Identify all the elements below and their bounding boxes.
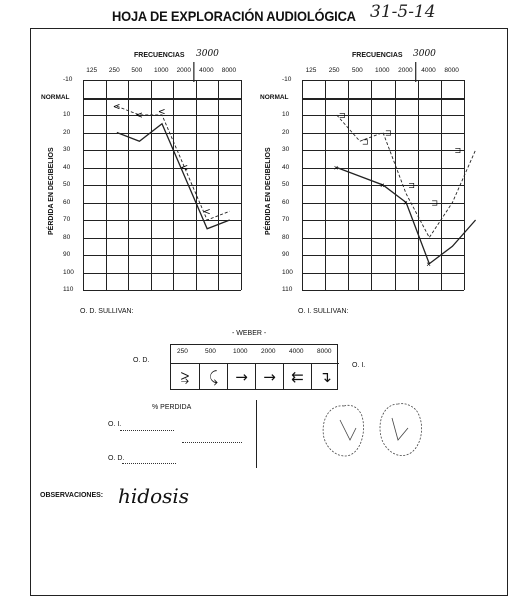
left-db-label: 50 bbox=[63, 181, 71, 188]
right-bone-marker: ⊐ bbox=[385, 128, 392, 138]
percent-loss-oi-label: O. I. bbox=[108, 421, 122, 428]
left-db-label: 60 bbox=[63, 198, 71, 206]
right-db-label: 80 bbox=[282, 233, 290, 241]
weber-cell[interactable]: ⤹ bbox=[199, 363, 227, 390]
right-y-axis-label: PÉRDIDA EN DECIBELIOS bbox=[265, 147, 272, 235]
left-db-label: NORMAL bbox=[41, 93, 70, 101]
weber-cell[interactable]: → bbox=[227, 363, 255, 390]
left-freq-label: 1000 bbox=[154, 67, 169, 74]
weber-title-text: WEBER bbox=[236, 330, 262, 337]
weber-freq-label: 8000 bbox=[317, 348, 332, 355]
left-db-label: 40 bbox=[63, 163, 71, 171]
left-db-label: -10 bbox=[63, 76, 73, 83]
right-ear-sketch bbox=[380, 404, 422, 456]
frequencies-title-left: FRECUENCIAS bbox=[134, 52, 185, 59]
right-air-marker: × bbox=[403, 198, 408, 208]
right-bone-marker: ⊐ bbox=[338, 111, 346, 120]
right-sullivan-label: O. I. SULLIVAN: bbox=[298, 308, 349, 315]
right-freq-label: 250 bbox=[328, 67, 340, 74]
left-db-label: 10 bbox=[63, 111, 71, 118]
left-bone-marker: < bbox=[158, 107, 166, 118]
weber-freq-label: 4000 bbox=[289, 348, 304, 355]
right-db-label: 50 bbox=[282, 181, 290, 188]
handwritten-date: 31-5-14 bbox=[370, 2, 436, 22]
right-db-label: 110 bbox=[282, 286, 293, 293]
right-db-label: 100 bbox=[282, 268, 293, 276]
weber-freq-label: 1000 bbox=[233, 348, 248, 355]
left-bone-marker: < bbox=[180, 163, 189, 174]
right-db-label: NORMAL bbox=[260, 93, 289, 101]
weber-cell[interactable]: ↴ bbox=[311, 363, 339, 390]
right-db-label: 40 bbox=[282, 163, 290, 171]
left-db-label: 80 bbox=[63, 233, 71, 241]
right-db-label: 70 bbox=[282, 216, 290, 223]
left-freq-label: 500 bbox=[131, 67, 143, 74]
right-air-marker: × bbox=[380, 181, 385, 190]
right-db-label: 10 bbox=[282, 111, 290, 118]
right-db-label: 30 bbox=[282, 146, 290, 153]
left-db-label: 20 bbox=[63, 128, 71, 136]
left-db-label: 110 bbox=[63, 286, 74, 293]
right-db-label: 60 bbox=[282, 198, 290, 206]
right-air-marker: × bbox=[426, 259, 431, 269]
right-freq-label: 125 bbox=[305, 67, 317, 74]
weber-cell[interactable]: → bbox=[255, 363, 283, 390]
right-bone-marker: ⊐ bbox=[454, 146, 462, 155]
weber-cell[interactable]: ⇇ bbox=[283, 363, 311, 390]
right-freq-label: 4000 bbox=[421, 67, 436, 74]
frequencies-handwritten-right: 3000 bbox=[413, 49, 436, 59]
observations-label: OBSERVACIONES: bbox=[40, 492, 104, 499]
right-db-label: 90 bbox=[282, 251, 290, 258]
left-y-axis-label: PÉRDIDA EN DECIBELIOS bbox=[48, 147, 55, 235]
left-bone-marker: < bbox=[203, 207, 211, 218]
right-freq-label: 2000 bbox=[398, 67, 413, 74]
left-bone-marker: < bbox=[112, 102, 121, 113]
weber-freq-label: 500 bbox=[205, 348, 216, 355]
left-freq-label: 8000 bbox=[221, 67, 237, 74]
left-ear-sketch bbox=[323, 405, 363, 456]
percent-loss-od-label: O. D. bbox=[108, 455, 125, 462]
right-air-marker: × bbox=[333, 163, 339, 173]
page-title: HOJA DE EXPLORACIÓN AUDIOLÓGICA bbox=[112, 8, 356, 24]
left-freq-label: 125 bbox=[86, 67, 98, 74]
right-bone-marker: ⊐ bbox=[408, 181, 415, 190]
left-db-label: 70 bbox=[63, 216, 71, 223]
left-db-label: 100 bbox=[63, 268, 74, 276]
right-bone-marker: ⊐ bbox=[361, 137, 369, 147]
weber-freq-label: 250 bbox=[177, 348, 188, 355]
left-db-label: 90 bbox=[63, 251, 71, 258]
right-freq-label: 8000 bbox=[444, 67, 459, 74]
frequencies-title-right: FRECUENCIAS bbox=[352, 52, 403, 59]
left-freq-label: 4000 bbox=[199, 67, 214, 74]
weber-left-label: O. D. bbox=[133, 357, 150, 364]
percent-loss-title: % PERDIDA bbox=[152, 404, 192, 411]
left-freq-label: 2000 bbox=[176, 67, 192, 74]
left-freq-label: 250 bbox=[108, 67, 120, 74]
left-bone-marker: < bbox=[135, 111, 143, 121]
left-db-label: 30 bbox=[63, 146, 71, 153]
right-freq-label: 500 bbox=[351, 67, 363, 74]
left-sullivan-label: O. D. SULLIVAN: bbox=[80, 308, 134, 315]
frequencies-handwritten-left: 3000 bbox=[196, 49, 219, 59]
right-db-label: 20 bbox=[282, 128, 290, 136]
right-freq-label: 1000 bbox=[375, 67, 390, 74]
weber-right-label: O. I. bbox=[352, 362, 366, 369]
right-bone-marker: ⊐ bbox=[431, 198, 439, 208]
weber-freq-label: 2000 bbox=[261, 348, 276, 355]
weber-title: - WEBER - bbox=[232, 330, 267, 337]
right-db-label: -10 bbox=[282, 76, 292, 83]
weber-cell[interactable]: ⥸ bbox=[171, 363, 199, 390]
observations-value[interactable]: hidosis bbox=[118, 484, 190, 508]
